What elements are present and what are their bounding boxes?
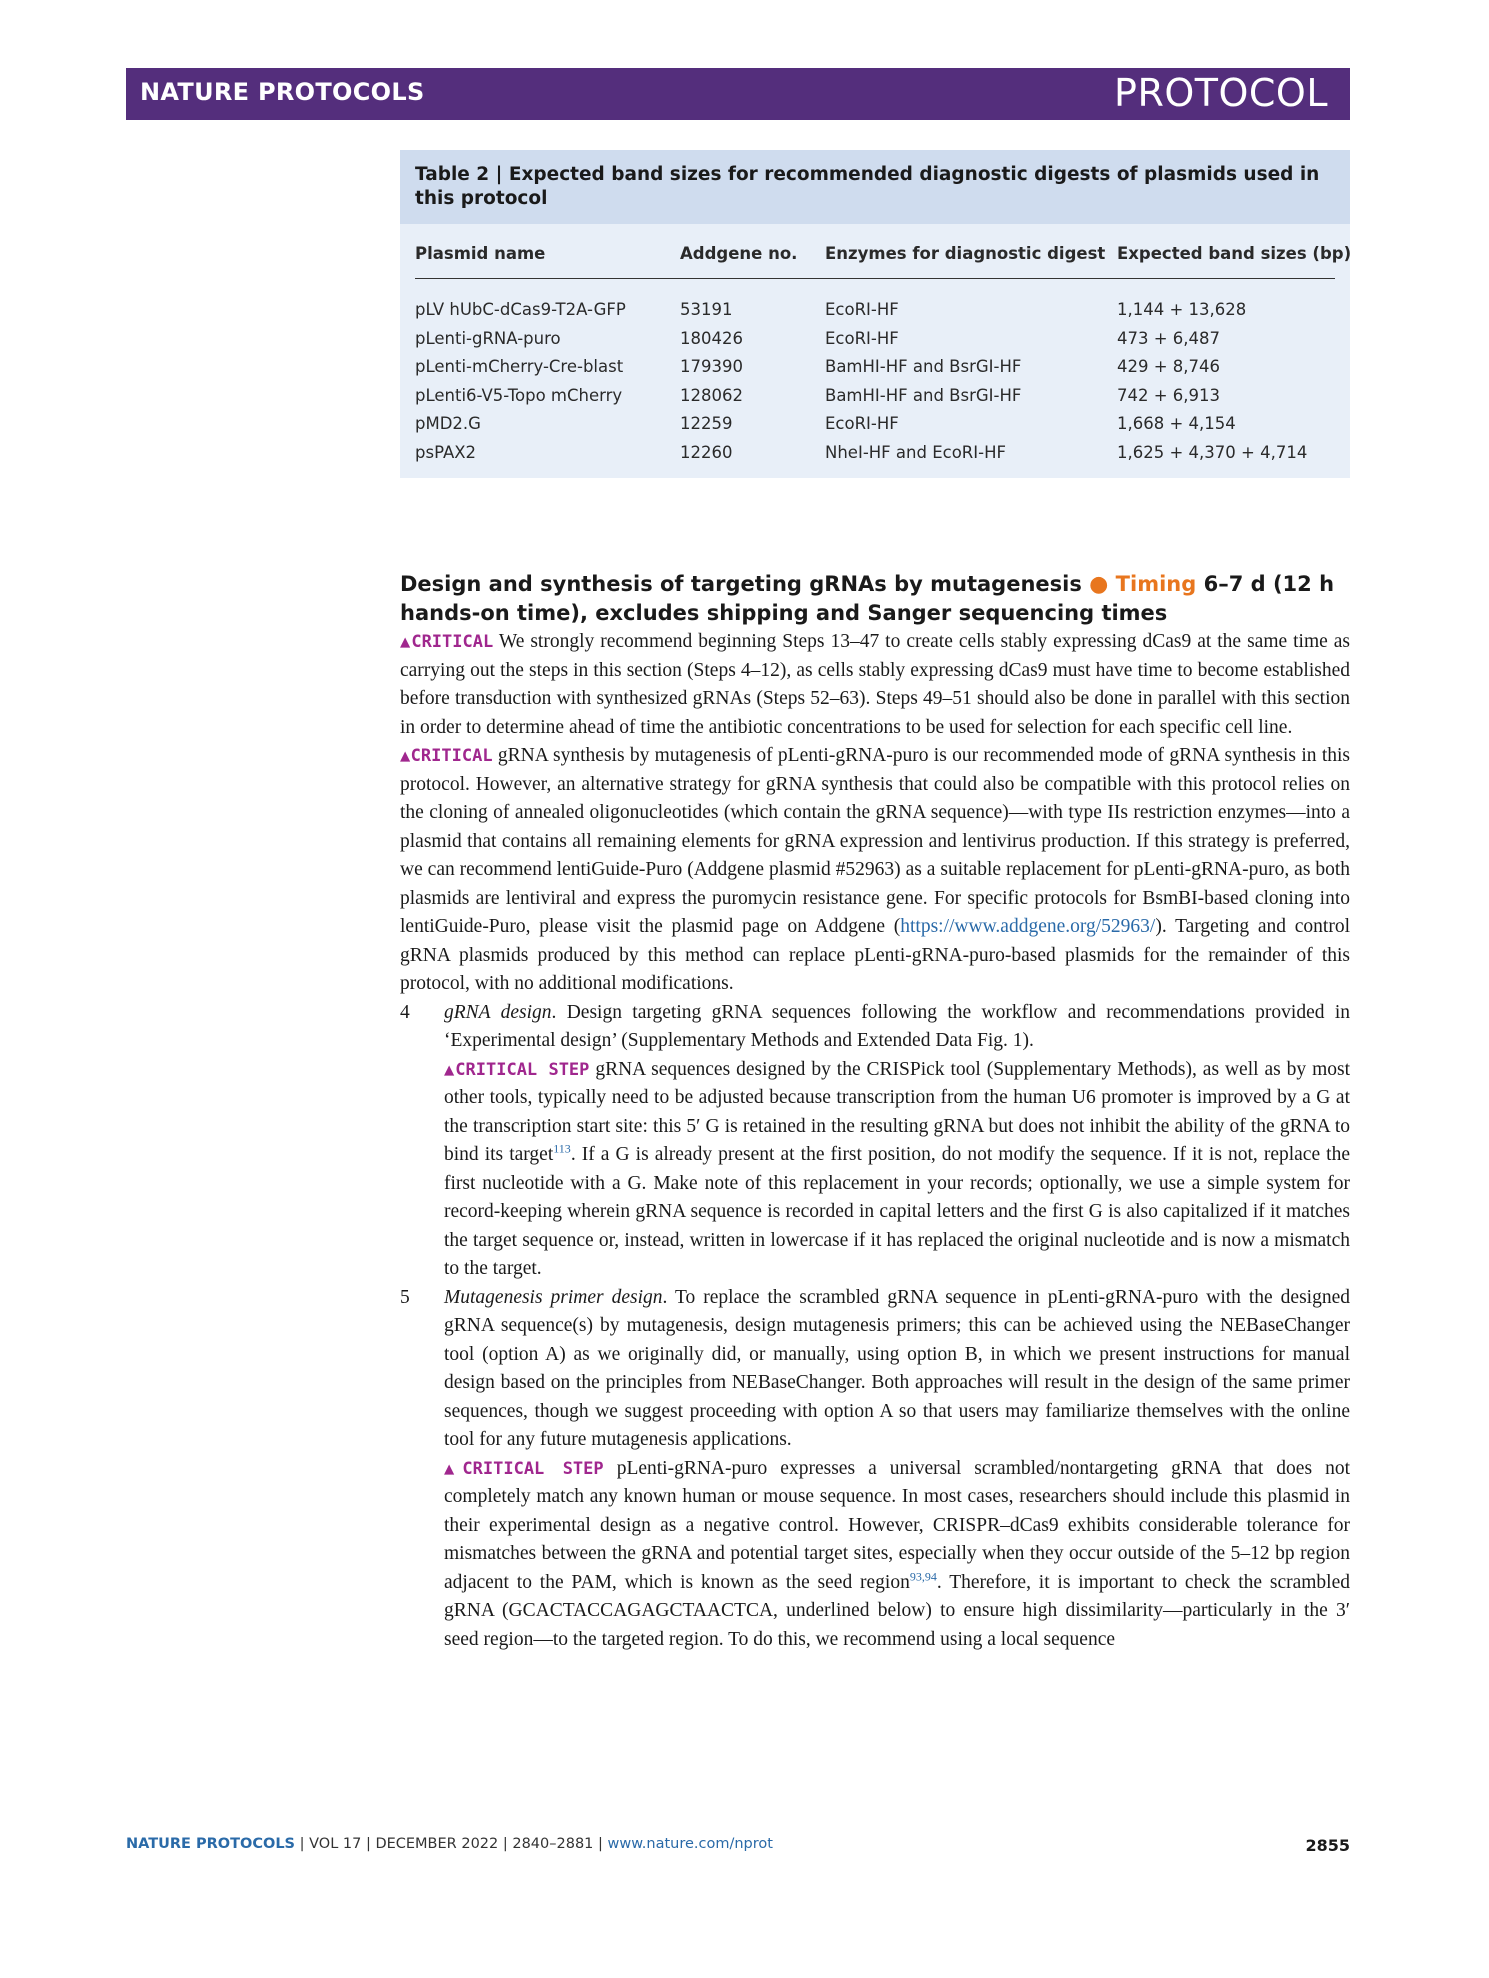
cell-addgene: 179390	[680, 357, 743, 376]
step-title: gRNA design	[444, 1001, 552, 1023]
cell-addgene: 12260	[680, 442, 733, 462]
table-caption	[400, 150, 1350, 224]
critical-note-2	[400, 742, 1350, 999]
cell-enzymes: EcoRI-HF	[825, 328, 899, 348]
timing-value: 6–7 d (12 h hands-on time), excludes shipping and Sanger sequencing times	[400, 572, 1335, 625]
critical-step-text: pLenti-gRNA-puro expresses a universal scrambled/nontargeting gRNA that does not completely match any known human or mouse sequence. In most cases, researchers should include this plasmid in their experimental design as a negative control. However, CRISPR–dCas9 exhibits considerable tolerance for mismatches between the gRNA and potential target sites, especially when they occur outside of the 5–12 bp region adjacent to the PAM, which is known as the seed region	[444, 1457, 1351, 1593]
column-header-band-sizes: Expected band sizes (bp)	[1117, 244, 1352, 263]
column-header-plasmid: Plasmid name	[415, 244, 546, 263]
cell-addgene: 12259	[680, 414, 733, 433]
critical-note-1	[400, 628, 1350, 742]
cell-band-sizes: 742 + 6,913	[1117, 385, 1221, 405]
critical-text-cont: ). Targeting and control gRNA plasmids produced by this method can replace pLenti-gRNA-puro-based plasmids for the remainder of this protocol, with no additional modifications.	[400, 916, 1350, 994]
column-header-enzymes: Enzymes for diagnostic digest	[825, 244, 1106, 263]
timing-dot-icon: ●	[1089, 572, 1109, 597]
critical-step-label: ▲CRITICAL STEP	[444, 1458, 604, 1479]
cell-enzymes: EcoRI-HF	[825, 300, 899, 319]
step-text: . To replace the scrambled gRNA sequence in pLenti-gRNA-puro with the designed gRNA sequence(s) by mutagenesis, design mutagenesis primers; this can be achieved using the NEBaseChanger tool (option A) as we originally did, or manually, using option B, in which we present instructions for manual design based on the principles from NEBaseChanger. Both approaches will result in the design of the same primer sequences, though we suggest proceeding with option A so that users may familiarize themselves with the online tool for any future mutagenesis applications.	[444, 1286, 1350, 1450]
critical-step-label: ▲CRITICAL STEP	[444, 1059, 590, 1080]
table-row	[400, 353, 1350, 382]
cell-plasmid: pLenti-gRNA-puro	[415, 328, 561, 348]
step-4	[400, 999, 1350, 1284]
footer-citation: | VOL 17 | DECEMBER 2022 | 2840–2881 |	[295, 1836, 608, 1852]
reference-link[interactable]: 93,94	[909, 1569, 937, 1583]
cell-enzymes: BamHI-HF and BsrGI-HF	[825, 385, 1022, 405]
table-body	[400, 296, 1350, 467]
section-title: Design and synthesis of targeting gRNAs by mutagenesis	[400, 572, 1082, 596]
footer-url-link[interactable]: www.nature.com/nprot	[607, 1836, 773, 1852]
step-text: . Design targeting gRNA sequences following the workflow and recommendations provided in ‘Experimental design’ (Supplementary Methods and Extended Data Fig. 1).	[444, 1001, 1351, 1051]
cell-plasmid: pLV hUbC-dCas9-T2A-GFP	[415, 300, 626, 319]
cell-addgene: 128062	[680, 385, 743, 405]
journal-name: NATURE PROTOCOLS	[140, 78, 425, 106]
cell-addgene: 180426	[680, 328, 743, 348]
step-5	[400, 1284, 1350, 1655]
cell-band-sizes: 1,668 + 4,154	[1117, 414, 1236, 433]
critical-step-text: gRNA sequences designed by the CRISPick tool (Supplementary Methods), as well as by most other tools, typically need to be adjusted because transcription from the human U6 promoter is improved by a G at the transcription start site: this 5′ G is retained in the resulting gRNA but does not inhibit the ability of the gRNA to bind its target	[444, 1058, 1350, 1165]
cell-plasmid: pLenti-mCherry-Cre-blast	[415, 357, 624, 376]
article-type: PROTOCOL	[1114, 71, 1328, 115]
table-header-rule	[415, 278, 1335, 279]
critical-text: gRNA synthesis by mutagenesis of pLenti-gRNA-puro is our recommended mode of gRNA synthesis in this protocol. However, an alternative strategy for gRNA synthesis that could also be compatible with this protocol relies on the cloning of annealed oligonucleotides (which contain the gRNA sequence)—with type IIs restriction enzymes—into a plasmid that contains all remaining elements for gRNA expression and lentivirus production. If this strategy is preferred, we can recommend lentiGuide-Puro (Addgene plasmid #52963) as a suitable replacement for pLenti-gRNA-puro, as both plasmids are lentiviral and express the puromycin resistance gene. For specific protocols for BsmBI-based cloning into lentiGuide-Puro, please visit the plasmid page on Addgene (	[400, 745, 1350, 937]
cell-band-sizes: 429 + 8,746	[1117, 357, 1221, 376]
cell-enzymes: NheI-HF and EcoRI-HF	[825, 442, 1006, 462]
table-row	[400, 325, 1350, 354]
cell-band-sizes: 473 + 6,487	[1117, 328, 1221, 348]
table-row	[400, 296, 1350, 325]
cell-band-sizes: 1,625 + 4,370 + 4,714	[1117, 442, 1308, 462]
cell-enzymes: BamHI-HF and BsrGI-HF	[825, 357, 1022, 376]
column-header-addgene: Addgene no.	[680, 244, 798, 263]
table-row	[400, 439, 1350, 468]
journal-header	[126, 68, 1350, 120]
critical-step-text-cont: . Therefore, it is important to check the scrambled gRNA (GCACTACCAGAGCTAACTCA, underlined below) to ensure high dissimilarity—particularly in the 3′ seed region—to the targeted region. To do this, we recommend using a local sequence	[444, 1571, 1350, 1650]
cell-plasmid: pLenti6-V5-Topo mCherry	[415, 385, 623, 405]
critical-label: ▲CRITICAL	[400, 746, 493, 766]
step-number: 4	[400, 1001, 410, 1023]
cell-plasmid: psPAX2	[415, 442, 477, 462]
section-heading	[400, 570, 1350, 628]
cell-enzymes: EcoRI-HF	[825, 414, 899, 433]
timing-label: Timing	[1115, 572, 1197, 596]
critical-label: ▲CRITICAL	[400, 632, 494, 652]
reference-link[interactable]: 113	[553, 1141, 571, 1156]
table-row	[400, 382, 1350, 411]
step-title: Mutagenesis primer design	[444, 1286, 663, 1308]
cell-plasmid: pMD2.G	[415, 414, 481, 433]
table-row	[400, 410, 1350, 439]
table-caption-text: Expected band sizes for recommended diagnostic digests of plasmids used in this protocol	[415, 164, 1320, 209]
footer-journal: NATURE PROTOCOLS	[126, 1836, 296, 1852]
page-footer	[126, 1836, 1350, 1855]
page-number: 2855	[1305, 1836, 1350, 1855]
cell-addgene: 53191	[680, 300, 733, 319]
step-number: 5	[400, 1286, 410, 1308]
critical-text: We strongly recommend beginning Steps 13–47 to create cells stably expressing dCas9 at the same time as carrying out the steps in this section (Steps 4–12), as cells stably expressing dCas9 must have time to become established before transduction with synthesized gRNAs (Steps 52–63). Steps 49–51 should also be done in parallel with this section in order to determine ahead of time the antibiotic concentrations to be used for selection for each specific cell line.	[400, 631, 1350, 738]
table-2	[400, 150, 1350, 478]
critical-step-text-cont: . If a G is already present at the first position, do not modify the sequence. If it is not, replace the first nucleotide with a G. Make note of this replacement in your records; optionally, we use a simple system for record-keeping wherein gRNA sequence is recorded in capital letters and the first G is also capitalized if it matches the target sequence or, instead, written in lowercase if it has replaced the original nucleotide and is now a mismatch to the target.	[444, 1144, 1350, 1279]
table-label: Table 2 |	[415, 164, 503, 185]
main-text	[400, 628, 1350, 1654]
addgene-link[interactable]: https://www.addgene.org/52963/	[900, 916, 1156, 937]
cell-band-sizes: 1,144 + 13,628	[1117, 300, 1247, 319]
